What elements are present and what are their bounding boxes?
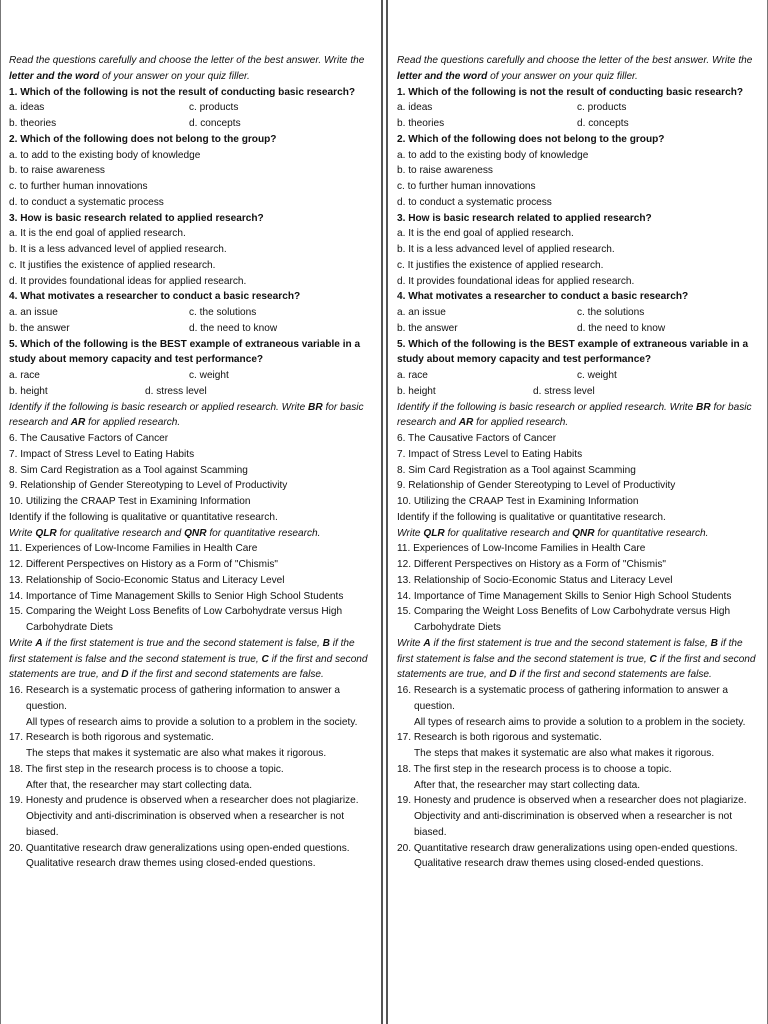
statement: 19. Honesty and prudence is observed when a researcher does not plagiarize.	[9, 795, 359, 807]
instructions-2: Identify if the following is basic research or applied research. Write BR for basic research and AR for applied research.	[397, 401, 752, 429]
statement: 16. Research is a systematic process of gathering information to answer a question.	[397, 685, 729, 712]
choices-row: a. an issue c. the solutions	[9, 307, 257, 318]
statement: 17. Research is both rigorous and systematic.	[9, 732, 214, 744]
choices-row: a. race c. weight	[9, 370, 229, 381]
choice: a. to add to the existing body of knowledge	[9, 149, 201, 161]
item: 6. The Causative Factors of Cancer	[9, 433, 169, 444]
instructions-3: Identify if the following is qualitative or quantitative research.	[397, 511, 666, 523]
item: 7. Impact of Stress Level to Eating Habits	[397, 448, 583, 460]
choice: b. It is a less advanced level of applied research.	[9, 244, 227, 255]
choices-row: b. theories d. concepts	[397, 118, 629, 129]
choice: a. It is the end goal of applied research.	[397, 228, 574, 240]
question-3: 3. How is basic research related to applied research?	[9, 212, 264, 224]
item: 12. Different Perspectives on History as a Form of "Chismis"	[9, 559, 278, 570]
statement: 20. Quantitative research draw generalizations using open-ended questions.	[9, 842, 350, 854]
instructions-4: Write A if the first statement is true and the second statement is false, B if the first statement is false and the second statement is true, C if the first and second statements are true, and D if the first and second statements are false.	[9, 637, 368, 681]
quiz-column-right	[397, 53, 761, 872]
instructions-1: Read the questions carefully and choose the letter of the best answer. Write the letter and the word of your answer on your quiz filler.	[9, 55, 365, 82]
item: 14. Importance of Time Management Skills to Senior High School Students	[9, 590, 344, 602]
question-4: 4. What motivates a researcher to conduct a basic research?	[9, 291, 301, 303]
item: 15. Comparing the Weight Loss Benefits of Low Carbohydrate versus High Carbohydrate Diets	[397, 606, 731, 633]
statement: Objectivity and anti-discrimination is observed when a researcher is not biased.	[26, 811, 345, 838]
statement: 20. Quantitative research draw generalizations using open-ended questions.	[397, 842, 738, 854]
choice: d. It provides foundational ideas for applied research.	[9, 275, 247, 287]
question-5: 5. Which of the following is the BEST example of extraneous variable in a study about memory capacity and test performance?	[9, 338, 361, 366]
item: 6. The Causative Factors of Cancer	[397, 433, 557, 444]
statement: Objectivity and anti-discrimination is observed when a researcher is not biased.	[414, 811, 733, 838]
choice: d. to conduct a systematic process	[9, 196, 164, 208]
page-border-left	[0, 0, 1, 1024]
question-2: 2. Which of the following does not belong to the group?	[397, 133, 665, 145]
item: 14. Importance of Time Management Skills to Senior High School Students	[397, 590, 732, 602]
choices-row: b. height d. stress level	[397, 385, 595, 397]
choices-row: b. height d. stress level	[9, 385, 207, 397]
item: 9. Relationship of Gender Stereotyping to Level of Productivity	[397, 480, 676, 492]
column-divider-right	[386, 0, 388, 1024]
item: 11. Experiences of Low-Income Families in Health Care	[9, 543, 258, 555]
choices-row: a. race c. weight	[397, 370, 617, 381]
item: 13. Relationship of Socio-Economic Status and Literacy Level	[9, 574, 285, 586]
item: 12. Different Perspectives on History as a Form of "Chismis"	[397, 559, 666, 570]
choice: b. to raise awareness	[9, 165, 105, 177]
question-3: 3. How is basic research related to applied research?	[397, 212, 652, 224]
statement: 17. Research is both rigorous and systematic.	[397, 732, 602, 744]
instructions-2: Identify if the following is basic research or applied research. Write BR for basic research and AR for applied research.	[9, 401, 364, 429]
instructions-1: Read the questions carefully and choose the letter of the best answer. Write the letter and the word of your answer on your quiz filler.	[397, 55, 753, 82]
statement: 16. Research is a systematic process of gathering information to answer a question.	[9, 685, 341, 712]
statement: After that, the researcher may start collecting data.	[26, 779, 253, 791]
instructions-4: Write A if the first statement is true and the second statement is false, B if the first statement is false and the second statement is true, C if the first and second statements are true, and D if the first and second statements are false.	[397, 637, 756, 681]
statement: The steps that makes it systematic are also what makes it rigorous.	[26, 748, 327, 759]
statement: 19. Honesty and prudence is observed when a researcher does not plagiarize.	[397, 795, 747, 807]
choice: c. It justifies the existence of applied research.	[9, 259, 216, 271]
item: 10. Utilizing the CRAAP Test in Examining Information	[397, 496, 639, 507]
item: 11. Experiences of Low-Income Families in Health Care	[397, 543, 646, 555]
choice: a. It is the end goal of applied research.	[9, 228, 186, 240]
statement: After that, the researcher may start collecting data.	[414, 779, 641, 791]
column-divider-left	[381, 0, 383, 1024]
statement: 18. The first step in the research process is to choose a topic.	[9, 763, 284, 775]
choices-row: a. ideas c. products	[9, 102, 239, 114]
choices-row: a. ideas c. products	[397, 102, 627, 114]
statement: 18. The first step in the research process is to choose a topic.	[397, 763, 672, 775]
question-5: 5. Which of the following is the BEST example of extraneous variable in a study about memory capacity and test performance?	[397, 338, 749, 366]
choice: c. to further human innovations	[397, 181, 536, 192]
item: 15. Comparing the Weight Loss Benefits of Low Carbohydrate versus High Carbohydrate Diets	[9, 606, 343, 633]
instructions-3-b: Write QLR for qualitative research and QNR for quantitative research.	[9, 527, 321, 539]
question-1: 1. Which of the following is not the result of conducting basic research?	[397, 86, 744, 98]
choice: b. It is a less advanced level of applied research.	[397, 244, 615, 255]
statement: All types of research aims to provide a solution to a problem in the society.	[414, 716, 746, 728]
item: 10. Utilizing the CRAAP Test in Examining Information	[9, 496, 251, 507]
choice: b. to raise awareness	[397, 165, 493, 177]
statement: Qualitative research draw themes using closed-ended questions.	[26, 858, 316, 870]
choice: a. to add to the existing body of knowledge	[397, 149, 589, 161]
choice: c. It justifies the existence of applied research.	[397, 259, 604, 271]
item: 7. Impact of Stress Level to Eating Habits	[9, 448, 195, 460]
choice: c. to further human innovations	[9, 181, 148, 192]
choices-row: b. the answer d. the need to know	[9, 322, 278, 334]
instructions-3-b: Write QLR for qualitative research and QNR for quantitative research.	[397, 527, 709, 539]
statement: The steps that makes it systematic are also what makes it rigorous.	[414, 748, 715, 759]
item: 13. Relationship of Socio-Economic Status and Literacy Level	[397, 574, 673, 586]
choice: d. It provides foundational ideas for applied research.	[397, 275, 635, 287]
quiz-column-left	[9, 53, 373, 872]
item: 8. Sim Card Registration as a Tool against Scamming	[397, 464, 636, 476]
instructions-3: Identify if the following is qualitative or quantitative research.	[9, 511, 278, 523]
item: 8. Sim Card Registration as a Tool against Scamming	[9, 464, 248, 476]
statement: All types of research aims to provide a solution to a problem in the society.	[26, 716, 358, 728]
choices-row: b. the answer d. the need to know	[397, 322, 666, 334]
question-4: 4. What motivates a researcher to conduct a basic research?	[397, 291, 689, 303]
item: 9. Relationship of Gender Stereotyping to Level of Productivity	[9, 480, 288, 492]
choices-row: b. theories d. concepts	[9, 118, 241, 129]
choices-row: a. an issue c. the solutions	[397, 307, 645, 318]
choice: d. to conduct a systematic process	[397, 196, 552, 208]
statement: Qualitative research draw themes using closed-ended questions.	[414, 858, 704, 870]
question-1: 1. Which of the following is not the result of conducting basic research?	[9, 86, 356, 98]
question-2: 2. Which of the following does not belong to the group?	[9, 133, 277, 145]
